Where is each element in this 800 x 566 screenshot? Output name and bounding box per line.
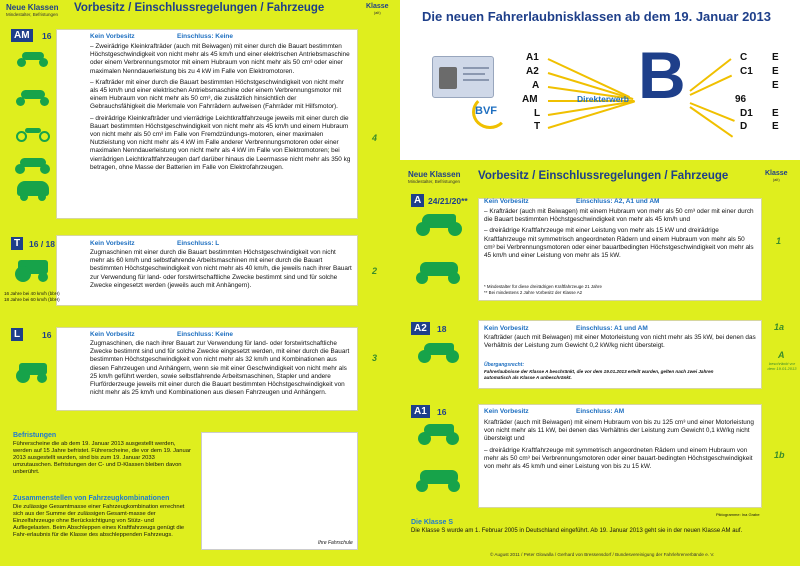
am-description: – Zweirädrige Kleinkrafträder (auch mit Beiwagen) mit einer durch die Bauart bestimmten Höchstgeschwindigkeit von nicht mehr als 45 km/h und einer elektrischen Antriebsmaschine oder einem Verbrennungsmotor mit einem Hubraum von nicht mehr als 50 cm³ oder einer maximalen Nenndauerleistung bis zu 4 kW im Falle von Elektromotoren. – Krafträder mit einer durch die Bauart bestimmten Höchstgeschwindigkeit von nicht mehr als 45 km/h und einer elektrischen Antriebsmaschine oder einem Verbrennungsmotor mit einem Hubraum von nicht mehr als 50 cm³, die zusätzlich hinsichtlich der Gebrauchsfähigkeit die Merkmale von Fahrrädern aufweisen (Fahrräder mit Hilfsmotor). – dreirädrige Kleinkrafträder und vierrädrige Leichtkraftfahrzeuge jeweils mit einer durch die Bauart bestimmten Höchstgeschwindigkeit von nicht mehr als 45 km/h und einem Hubraum von nicht mehr als 50 cm³ im Falle von Fremdzündungs-motoren, einer maximalen Nutzleistung von nicht mehr als 4 kW im Falle anderer Verbrennungsmotoren oder einer maximalen Nenndauerleistung von nicht mehr als 4 kW im Falle von Elektromotoren; bei vierrädrigen Leichtkraftfahrzeugen darf darüber hinaus die Leermasse nicht mehr als 350 kg betragen, ohne Masse der Batterien im Falle von Elektrofahrzeugen. — [90, 43, 351, 171]
a1-age: 16 — [437, 407, 447, 417]
class-ce-label: E — [772, 52, 779, 63]
right-neue-klassen-label: Neue Klassen Mindestalter, Befristungen — [408, 170, 461, 184]
a2-age: 18 — [437, 324, 447, 334]
a2-uebergang-text: Fahrerlaubnisse der Klasse A beschränkt, die vor dem 19.01.2013 erteilt wurden, gelten nach zwei Jahren automatisch als Klasse A unbeschränkt. — [484, 369, 714, 380]
class-be-label: E — [772, 80, 779, 91]
neue-klassen-label: Neue Klassen Mindestalter, Befristungen — [6, 3, 59, 17]
befristungen-title: Befristungen — [13, 432, 57, 439]
class-d-label: D — [740, 121, 748, 132]
a2-klasse-a-note: beschränkt vor dem 19.01.2013 — [767, 361, 797, 371]
class-a1-label: A1 — [526, 52, 539, 63]
fahrschule-stamp-box — [201, 432, 358, 550]
a-description: – Krafträder (auch mit Beiwagen) mit einem Hubraum von mehr als 50 cm³ oder mit einer durch die Bauart bestimmten Höchstgeschwindigkeit von mehr als 45 km/h und – dreirädrige Kraftfahrzeuge mit einer Leistung von mehr als 15 kW und dreirädrige Kraftfahrzeuge mit symmetrisch angeordneten Rädern und einem Hubraum von mehr als 50 cm³ bei Verbrennungsmotoren oder einer bauartbedingten Höchstgeschwindigkeit von mehr als 45 km/h und einer Leistung von mehr als 15 kW. — [484, 208, 754, 260]
l-description: Zugmaschinen, die nach ihrer Bauart zur Verwendung für land- oder forstwirtschaftliche Zwecke bestimmt sind und für solche Zwecke eingesetzt werden, mit einer durch die Bauart bestimmten Höchstgeschwindigkeit von nicht mehr als 32 km/h und Kombinationen aus diesen Fahrzeugen und Anhängern, wenn sie mit einer Geschwindigkeit von nicht mehr als 25 km/h geführt werden, sowie selbstfahrende Arbeitsmaschinen, Stapler und andere Flurförderzeuge jeweils mit einer durch die Bauart bestimmten Höchstgeschwindigkeit von nicht mehr als 25 km/h und Kombinationen aus diesen Fahrzeugen und Anhängern. — [90, 340, 350, 397]
license-card-image — [432, 56, 494, 98]
am-age: 16 — [42, 31, 52, 41]
license-photo — [439, 67, 457, 89]
t-age: 16 / 18 — [29, 239, 55, 249]
a-class-tag: A — [411, 194, 424, 207]
am-klasse-alt: 4 — [372, 133, 378, 143]
a2-vorbesitz: Kein Vorbesitz — [484, 325, 529, 332]
copyright: © August 2011 / Peter Glowalla / Gerhard von Bressensdorf / Bundesvereinigung der Fahrlehrerverbände e. V. — [490, 552, 715, 557]
fahrschule-label: Ihre Fahrschule — [318, 540, 353, 546]
l-einschluss: Einschluss: Keine — [177, 331, 233, 338]
class-d1-label: D1 — [740, 108, 753, 119]
kombinationen-text: Die zulässige Gesamtmasse einer Fahrzeugkombination errechnet sich aus der Summe der zulässigen Gesamt-masse der Einzelfahrzeuge ohne Berücksichtigung von Stütz- und Aufliegelasten. Beim Abschleppen eines Kraftfahrzeugs genügt die Fahr-erlaubnis für die Klasse des abschleppenden Fahrzeugs. — [13, 504, 185, 538]
class-c1-label: C1 — [740, 66, 753, 77]
am-vorbesitz: Kein Vorbesitz — [90, 33, 135, 40]
a1-klasse-alt: 1b — [774, 450, 785, 460]
page-title: Vorbesitz / Einschlussregelungen / Fahrzeuge — [74, 2, 325, 14]
a2-class-tag: A2 — [411, 322, 430, 335]
befristungen-text: Führerscheine die ab dem 19. Januar 2013 ausgestellt werden, werden auf 15 Jahre befristet. Führerscheine, die vor dem 19. Januar 2013 ausgestellt wurden, sind bis zum 19. Januar 2033 umzutauschen. Befristungen der C- und D-Klassen bleiben davon unberührt. — [13, 441, 191, 475]
a1-description: Krafträder (auch mit Beiwagen) mit einem Hubraum von bis zu 125 cm³ und einer Motorleistung von nicht mehr als 11 kW, bei denen das Verhältnis der Leistung zum Gewicht 0,1 kW/kg nicht übersteigt und – dreirädrige Kraftfahrzeuge mit symmetrisch angeordneten Rädern und einem Hubraum von mehr als 50 cm³ bei Verbrennungsmotoren oder einer bauart-bedingten Höchstgeschwindigkeit von mehr als 45 km/h und einer Leistung von bis zu 15 kW. — [484, 419, 754, 471]
class-c1e-label: E — [772, 66, 779, 77]
a2-klasse-a-alt: A — [778, 350, 785, 360]
t-description: Zugmaschinen mit einer durch die Bauart bestimmten Höchstgeschwindigkeit von nicht mehr als 60 km/h und selbstfahrende Arbeitsmaschinen mit einer durch die Bauart bestimmten Höchstgeschwindigkeit von nicht mehr als 40 km/h, die jeweils nach ihrer Bauart zur Verwendung für land- oder forstwirtschaftliche Zwecke bestimmt sind und für solche Zwecke eingesetzt werden (jeweils auch mit Anhängern). — [90, 249, 352, 289]
am-class-tag: AM — [11, 29, 33, 42]
klasse-s-title: Die Klasse S — [411, 519, 454, 526]
a-age: 24/21/20** — [428, 196, 468, 206]
l-vorbesitz: Kein Vorbesitz — [90, 331, 135, 338]
right-title: Die neuen Fahrerlaubnisklassen ab dem 19. Januar 2013 — [422, 9, 771, 24]
l-class-tag: L — [11, 328, 23, 341]
a-footnotes: * Mindestalter für diese dreirädrigen Kraftfahrzeuge 21 Jahre ** Bei mindestens 2 Jahre Vorbesitz der Klasse A2 — [484, 284, 602, 295]
right-section-title: Vorbesitz / Einschlussregelungen / Fahrzeuge — [478, 170, 729, 182]
class-96-label: 96 — [735, 94, 747, 105]
bvf-logo: BVF — [475, 105, 497, 117]
class-am-label: AM — [522, 94, 538, 105]
t-age-notes: 16 Jahre bei 40 km/h (bbH) 18 Jahre bei 60 km/h (bbH) — [4, 291, 60, 302]
class-c-label: C — [740, 52, 748, 63]
right-klasse-label: Klasse (alt) — [765, 170, 788, 182]
l-age: 16 — [42, 330, 52, 340]
class-a2-label: A2 — [526, 66, 539, 77]
a1-einschluss: Einschluss: AM — [576, 408, 625, 415]
klasse-s-text: Die Klasse S wurde am 1. Februar 2005 in Deutschland eingeführt. Ab 19. Januar 2013 geht sie in der neuen Klasse AM auf. — [411, 528, 743, 534]
direkterwerb-label: Direkterwerb — [577, 94, 629, 104]
klasse-label: Klasse (alt) — [366, 3, 389, 15]
a2-einschluss: Einschluss: A1 und AM — [576, 325, 648, 332]
a2-description: Krafträder (auch mit Beiwagen) mit einer Motorleistung von nicht mehr als 35 kW, bei denen das Verhältnis der Leistung zum Gewicht 0,2 kW/kg nicht übersteigt. — [484, 334, 756, 350]
t-einschluss: Einschluss: L — [177, 240, 220, 247]
class-t-label: T — [534, 121, 541, 132]
class-a-label: A — [532, 80, 540, 91]
a-einschluss: Einschluss: A2, A1 und AM — [576, 198, 660, 205]
am-einschluss: Einschluss: Keine — [177, 33, 233, 40]
a2-uebergang-title: Übergangsrecht: — [484, 362, 525, 368]
a1-class-tag: A1 — [411, 405, 430, 418]
class-d1e-label: E — [772, 108, 779, 119]
class-l-label: L — [534, 108, 541, 119]
pikto-credit: Piktogramme: Ina Grabe — [716, 512, 760, 517]
t-klasse-alt: 2 — [372, 266, 378, 276]
a-klasse-alt: 1 — [776, 236, 782, 246]
class-de-label: E — [772, 121, 779, 132]
l-klasse-alt: 3 — [372, 353, 378, 363]
a-vorbesitz: Kein Vorbesitz — [484, 198, 529, 205]
t-class-tag: T — [11, 237, 23, 250]
a2-klasse-alt: 1a — [774, 322, 785, 332]
a1-vorbesitz: Kein Vorbesitz — [484, 408, 529, 415]
t-vorbesitz: Kein Vorbesitz — [90, 240, 135, 247]
class-b-label: B — [638, 38, 686, 112]
kombinationen-title: Zusammenstellen von Fahrzeugkombinationen — [13, 495, 170, 502]
